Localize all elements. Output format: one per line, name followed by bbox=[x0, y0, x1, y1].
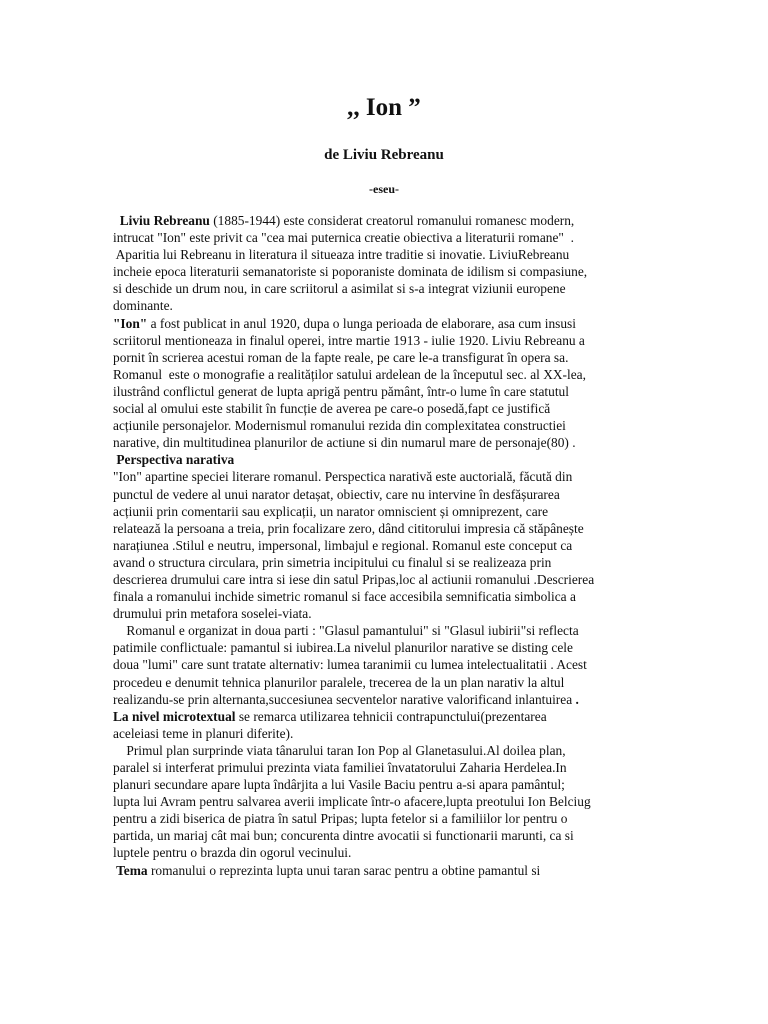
document-genre: -eseu- bbox=[369, 182, 399, 196]
bold-run: "Ion" bbox=[113, 315, 148, 331]
text-run: punctul de vedere al unui narator detașat, obiectiv, care nu intervine în desfășurarea bbox=[113, 486, 560, 502]
text-run: acțiunii prin comentarii sau explicații, un narator omniscient și omniprezent, care bbox=[113, 503, 549, 519]
text-line bbox=[113, 656, 673, 673]
text-run: "Ion" apartine speciei literare romanul. Perspectica narativă este auctorială, făcută din bbox=[113, 469, 573, 485]
text-run: acțiunile personajelor. Modernismul romanului rezida din complexitatea constructiei bbox=[113, 418, 566, 434]
text-run: romanului o reprezinta lupta unui taran sarac pentru a obtine pamantul si bbox=[147, 862, 541, 878]
text-line bbox=[113, 468, 673, 485]
essay-body bbox=[113, 212, 673, 879]
indent bbox=[113, 213, 120, 228]
text-line bbox=[113, 366, 673, 383]
text-run: aceleiasi teme in planuri diferite). bbox=[113, 725, 294, 741]
text-run: planuri secundare apare lupta îndârjita a lui Vasile Baciu pentru a-si apara pamântul; bbox=[113, 777, 565, 793]
text-run: relatează la persoana a treia, prin focalizare zero, dând cititorului impresia că stăpânește bbox=[113, 520, 584, 536]
text-run: patimile conflictuale: pamantul si iubirea.La nivelul planurilor narative se disting cele bbox=[113, 640, 573, 656]
text-run: Aparitia lui Rebreanu in literatura il situeaza intre traditie si inovatie. LiviuRebreanu bbox=[113, 247, 570, 263]
text-line bbox=[113, 862, 673, 879]
bold-run: Tema bbox=[113, 862, 148, 878]
text-line bbox=[113, 349, 673, 366]
text-run: avand o structura circulara, prin simetria incipitului cu finalul si se realizeaza prin bbox=[113, 554, 552, 570]
text-line bbox=[113, 263, 673, 280]
bold-run: . bbox=[575, 691, 579, 707]
text-line bbox=[113, 674, 673, 691]
text-line bbox=[113, 503, 673, 520]
text-line bbox=[113, 588, 673, 605]
text-line bbox=[113, 708, 673, 725]
text-line bbox=[113, 605, 673, 622]
text-line bbox=[113, 315, 673, 332]
bold-run: Perspectiva narativa bbox=[113, 452, 235, 468]
text-line bbox=[113, 759, 673, 776]
text-run: descrierea drumului care intra si iese din satul Pripas,loc al actiunii romanului .Descrierea bbox=[113, 571, 595, 587]
text-line bbox=[113, 434, 673, 451]
text-line bbox=[113, 844, 673, 861]
text-run: Romanul este o monografie a realităților satului ardelean de la începutul sec. al XX-lea, bbox=[113, 366, 586, 382]
text-run: finala a romanului inchide simetric romanul si face accesibila semnificatia simbolica a bbox=[113, 589, 576, 605]
text-run: se remarca utilizarea tehnicii contrapunctului(prezentarea bbox=[235, 708, 547, 724]
text-line bbox=[113, 776, 673, 793]
text-line bbox=[113, 417, 673, 434]
text-line bbox=[113, 827, 673, 844]
text-run: realizandu-se prin alternanta,succesiunea secventelor narative valorificand inlantuirea bbox=[113, 691, 576, 707]
text-line bbox=[113, 691, 673, 708]
text-run: pentru a zidi biserica de piatra în satul Pripas; lupta fetelor si a familiilor lor pentru o bbox=[113, 811, 568, 827]
text-line bbox=[113, 793, 673, 810]
text-run: partida, un mariaj cât mai bun; concurenta dintre avocatii si functionarii marunti, ca si bbox=[113, 828, 574, 844]
text-line bbox=[113, 742, 673, 759]
text-line bbox=[113, 622, 673, 639]
text-line bbox=[113, 486, 673, 503]
text-run: doua "lumi" care sunt tratate alternativ: lumea taranimii cu lumea intelectualitatii . Acest bbox=[113, 657, 587, 673]
text-line bbox=[113, 725, 673, 742]
text-run: pornit în scrierea acestui roman de la fapte reale, pe care le-a transfigurat în opera sa. bbox=[113, 349, 569, 365]
text-line bbox=[113, 520, 673, 537]
text-run: procedeu e denumit tehnica planurilor paralele, trecerea de la un plan narativ la altul bbox=[113, 674, 565, 690]
text-run: narative, din multitudinea planurilor de actiune si din numarul mare de personaje(80) . bbox=[113, 435, 576, 451]
text-run: si deschide un drum nou, in care scriitorul a asimilat si s-a integrat viziunii europene bbox=[113, 281, 566, 297]
text-run: luptele pentru o brazda din ogorul vecinului. bbox=[113, 845, 352, 861]
text-line bbox=[113, 554, 673, 571]
text-line bbox=[113, 639, 673, 656]
text-line bbox=[113, 537, 673, 554]
text-run: paralel si interferat primului prezinta viata familiei învatatorului Zaharia Herdelea.In bbox=[113, 760, 567, 775]
text-line bbox=[113, 571, 673, 588]
text-run: incheie epoca literaturii semanatoriste si poporaniste dominata de idilism si compasiune, bbox=[113, 264, 588, 280]
text-run: Romanul e organizat in doua parti : "Glasul pamantului" si "Glasul iubirii"si reflecta bbox=[113, 623, 579, 639]
bold-run: La nivel microtextual bbox=[113, 708, 236, 724]
text-line bbox=[113, 383, 673, 400]
text-run: a fost publicat in anul 1920, dupa o lunga perioada de elaborare, asa cum insusi bbox=[147, 315, 576, 331]
text-run: lupta lui Avram pentru salvarea averii implicate într-o afacere,lupta preotului Ion Belciug bbox=[113, 794, 591, 810]
text-run: ilustrând conflictul generat de lupta aprigă pentru pământ, într-o lume în care statutul bbox=[113, 383, 569, 399]
text-line bbox=[113, 297, 673, 314]
text-line bbox=[113, 451, 673, 468]
text-line bbox=[113, 332, 673, 349]
text-line bbox=[113, 212, 673, 229]
text-run: intrucat "Ion" este privit ca "cea mai puternica creatie obiectiva a literaturii romane" . bbox=[113, 230, 574, 246]
text-line bbox=[113, 229, 673, 246]
text-run: (1885-1944) este considerat creatorul romanului romanesc modern, bbox=[209, 213, 575, 228]
document-author: de Liviu Rebreanu bbox=[324, 147, 444, 163]
text-line bbox=[113, 280, 673, 297]
document-title: ,, Ion ” bbox=[347, 94, 421, 121]
text-run: social al omului este stabilit în funcție de averea pe care-o posedă,fapt ce justifică bbox=[113, 401, 551, 417]
text-run: drumului prin metafora soselei-viata. bbox=[113, 606, 312, 622]
text-line bbox=[113, 400, 673, 417]
text-run: dominante. bbox=[113, 298, 173, 314]
text-run: Primul plan surprinde viata tânarului taran Ion Pop al Glanetasului.Al doilea plan, bbox=[113, 742, 566, 758]
bold-run: Liviu Rebreanu bbox=[119, 213, 210, 228]
text-line bbox=[113, 246, 673, 263]
text-run: narațiunea .Stilul e neutru, impersonal, limbajul e regional. Romanul este conceput ca bbox=[113, 537, 573, 553]
text-line bbox=[113, 810, 673, 827]
text-run: scriitorul mentioneaza in finalul operei, intre martie 1913 - iulie 1920. Liviu Rebreanu a bbox=[113, 332, 585, 348]
